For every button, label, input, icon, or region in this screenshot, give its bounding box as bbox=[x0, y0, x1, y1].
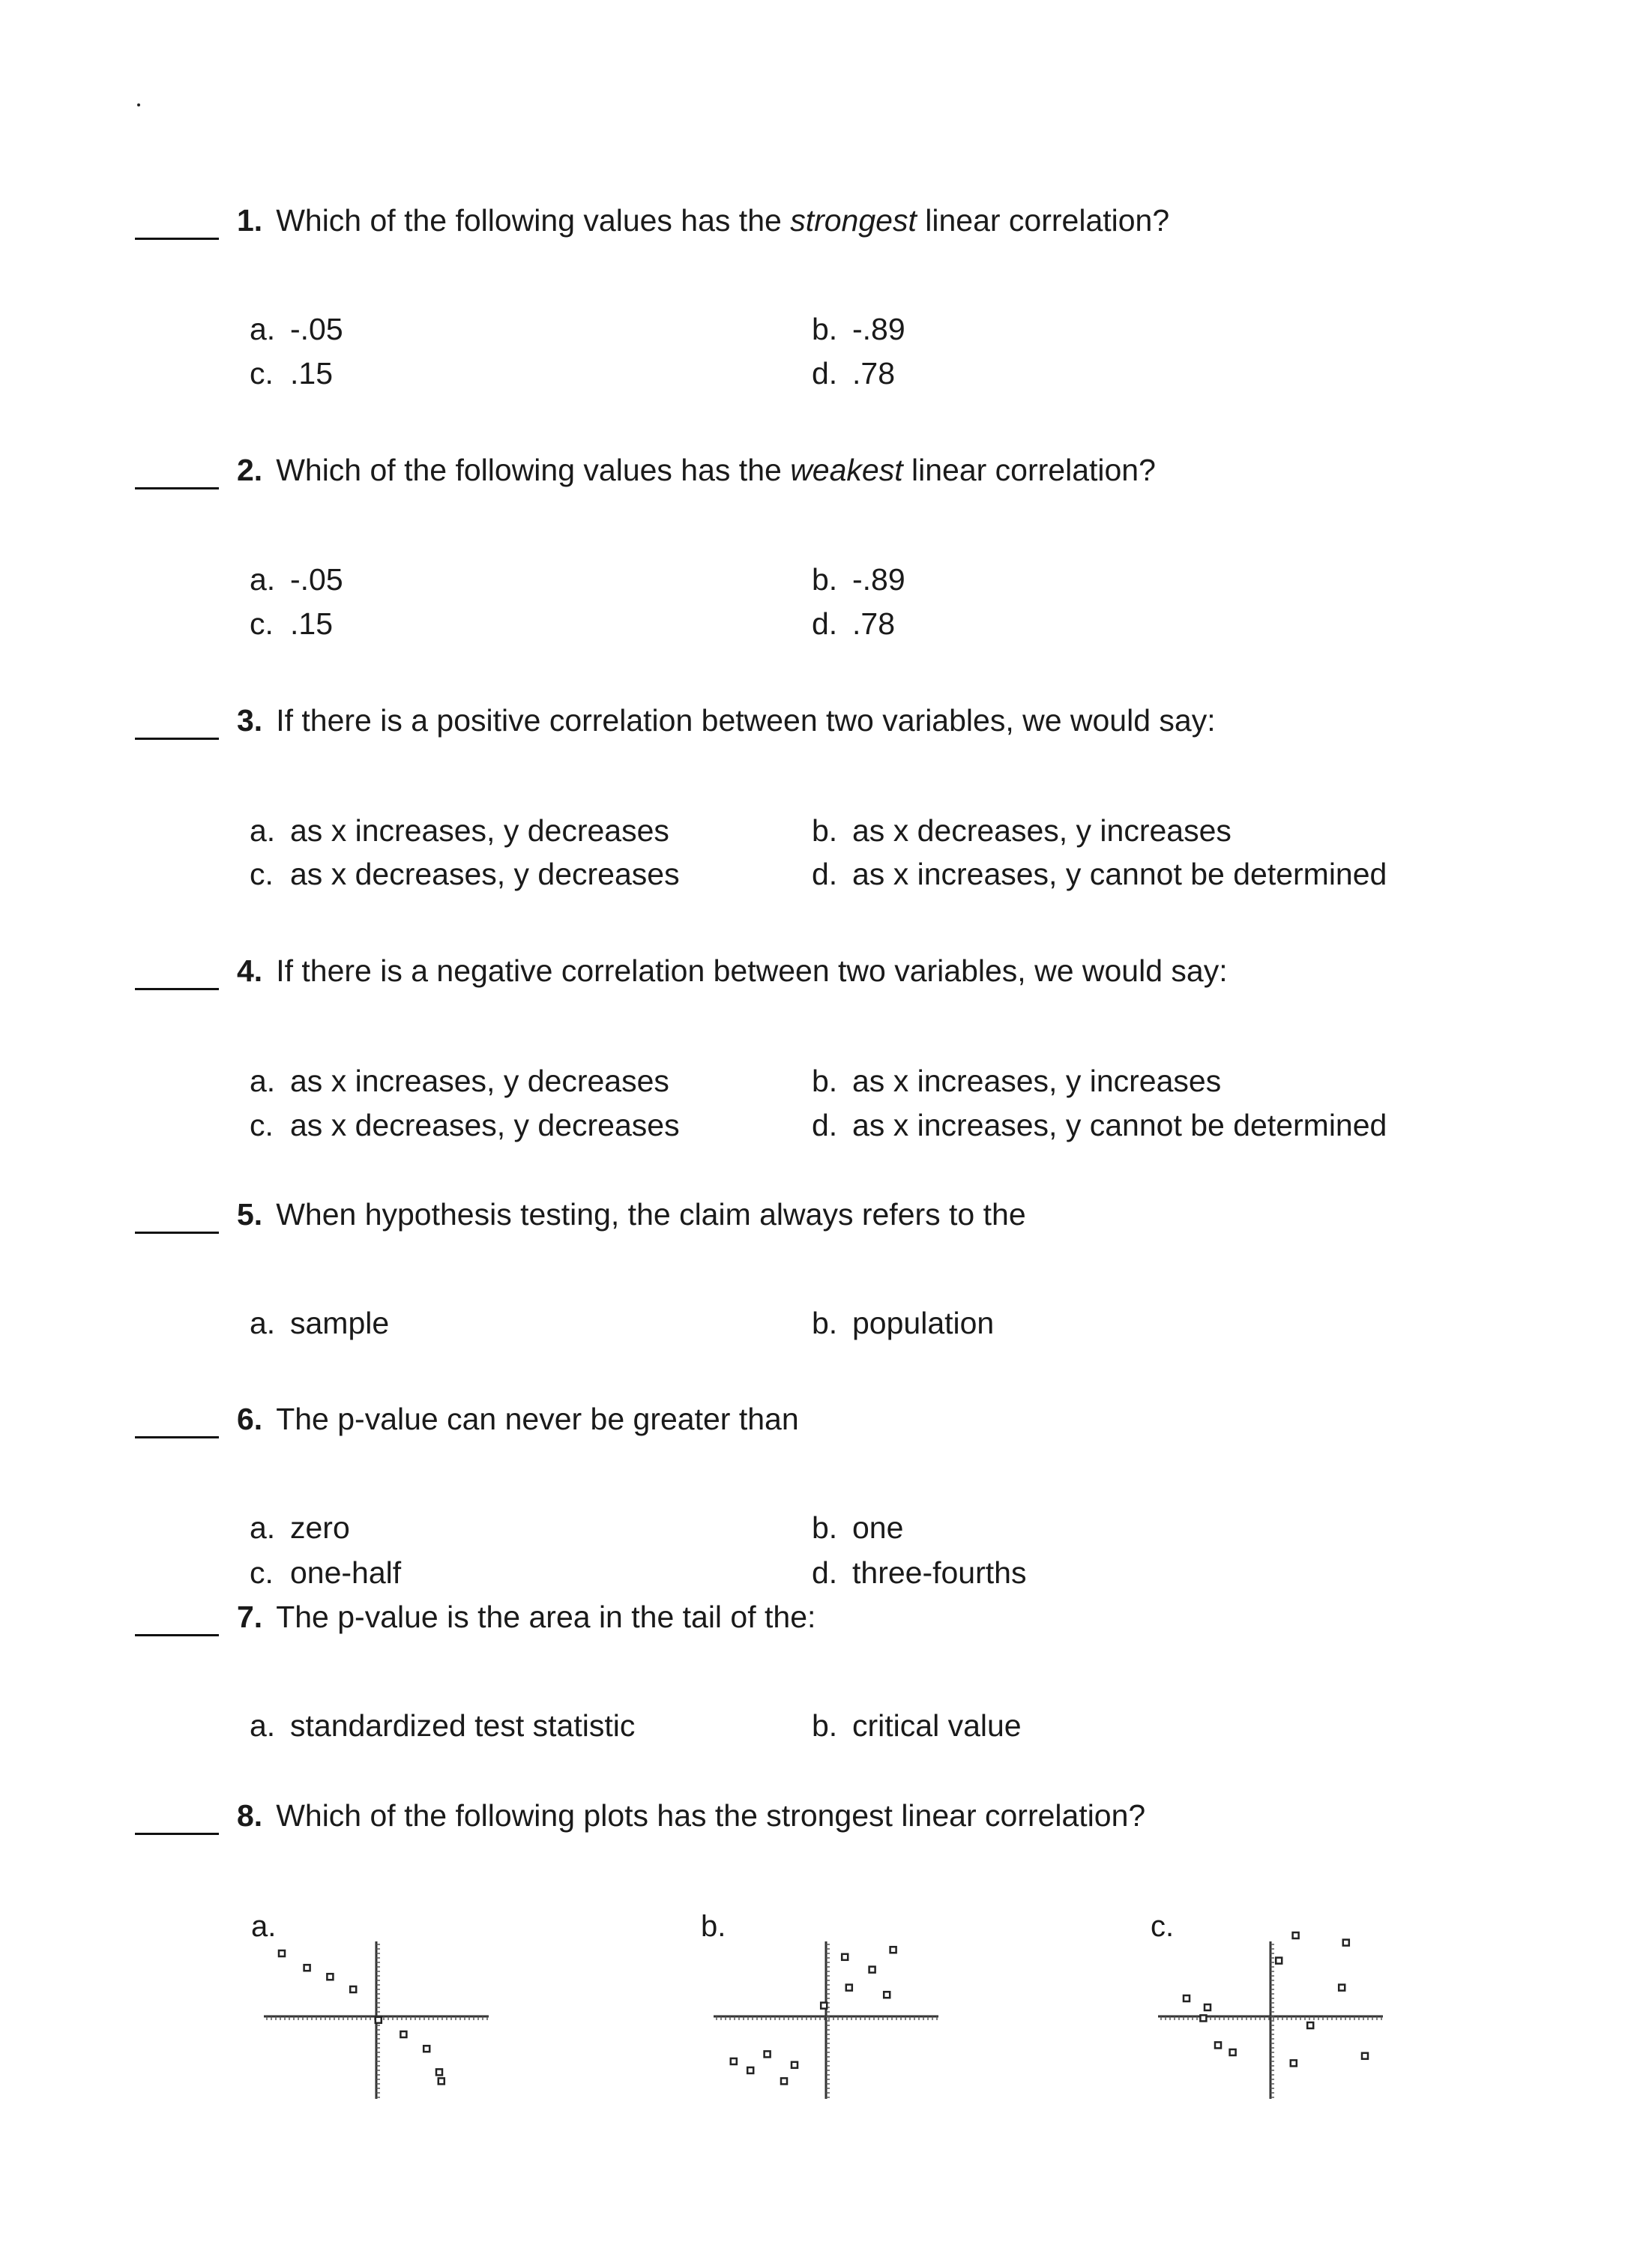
data-point bbox=[731, 2058, 737, 2064]
data-point bbox=[781, 2078, 787, 2084]
option-a: a. standardized test statistic bbox=[250, 1708, 636, 1743]
option-b: b. -.89 bbox=[812, 562, 905, 597]
data-point bbox=[747, 2067, 753, 2073]
data-point bbox=[1307, 2022, 1313, 2028]
data-point bbox=[884, 1992, 890, 1998]
data-point bbox=[1215, 2042, 1221, 2048]
answer-blank[interactable] bbox=[135, 1436, 219, 1438]
answer-blank[interactable] bbox=[135, 738, 219, 740]
option-c: c. as x decreases, y decreases bbox=[250, 857, 680, 891]
scatter-plot-a bbox=[264, 1941, 489, 2099]
question-text: 7. The p-value is the area in the tail of the: bbox=[237, 1600, 816, 1634]
question-text: 2. Which of the following values has the weakest linear correlation? bbox=[237, 453, 1156, 487]
question-number: 7. bbox=[237, 1600, 263, 1634]
data-point bbox=[423, 2046, 429, 2052]
question-text: 3. If there is a positive correlation between two variables, we would say: bbox=[237, 703, 1216, 738]
plot-a-label: a. bbox=[251, 1910, 277, 1943]
question-number: 3. bbox=[237, 703, 263, 738]
data-point bbox=[376, 2017, 382, 2023]
option-a: a. -.05 bbox=[250, 312, 343, 346]
data-point bbox=[821, 2003, 827, 2009]
data-point bbox=[1291, 2060, 1297, 2066]
answer-blank[interactable] bbox=[135, 238, 219, 240]
option-d: d. three-fourths bbox=[812, 1555, 1027, 1590]
data-point bbox=[436, 2069, 442, 2075]
option-b: b. one bbox=[812, 1510, 904, 1545]
option-a: a. sample bbox=[250, 1306, 390, 1340]
plot-b-label: b. bbox=[701, 1910, 726, 1943]
option-c: c. .15 bbox=[250, 356, 333, 391]
option-c: c. as x decreases, y decreases bbox=[250, 1108, 680, 1142]
answer-blank[interactable] bbox=[135, 1833, 219, 1835]
plot-c-label: c. bbox=[1151, 1910, 1175, 1943]
data-point bbox=[304, 1965, 310, 1971]
option-b: b. critical value bbox=[812, 1708, 1022, 1743]
question-text: 4. If there is a negative correlation between two variables, we would say: bbox=[237, 953, 1228, 988]
option-c: c. .15 bbox=[250, 606, 333, 641]
emphasis: strongest bbox=[790, 203, 917, 238]
data-point bbox=[400, 2031, 406, 2037]
question-text: 1. Which of the following values has the strongest linear correlation? bbox=[237, 203, 1170, 238]
data-point bbox=[279, 1950, 285, 1956]
data-point bbox=[350, 1986, 356, 1992]
scatter-plot-b bbox=[714, 1941, 938, 2099]
data-point bbox=[1339, 1985, 1345, 1991]
question-number: 6. bbox=[237, 1402, 263, 1436]
option-d: d. as x increases, y cannot be determined bbox=[812, 857, 1387, 891]
data-point bbox=[1230, 2049, 1236, 2055]
scatter-plot-c bbox=[1158, 1941, 1383, 2099]
option-a: a. -.05 bbox=[250, 562, 343, 597]
data-point bbox=[792, 2062, 798, 2068]
data-point bbox=[846, 1985, 852, 1991]
option-b: b. as x increases, y increases bbox=[812, 1064, 1222, 1098]
question-number: 1. bbox=[237, 203, 263, 238]
answer-blank[interactable] bbox=[135, 988, 219, 990]
data-point bbox=[869, 1967, 875, 1973]
question-text: 6. The p-value can never be greater than bbox=[237, 1402, 799, 1436]
option-c: c. one-half bbox=[250, 1555, 402, 1590]
data-point bbox=[1205, 2004, 1211, 2010]
data-point bbox=[1184, 1995, 1190, 2001]
data-point bbox=[1293, 1932, 1299, 1938]
option-d: d. .78 bbox=[812, 356, 895, 391]
data-point bbox=[1343, 1940, 1349, 1946]
option-d: d. .78 bbox=[812, 606, 895, 641]
question-number: 4. bbox=[237, 953, 263, 988]
option-b: b. -.89 bbox=[812, 312, 905, 346]
question-text: 5. When hypothesis testing, the claim always refers to the bbox=[237, 1197, 1026, 1232]
option-b: b. population bbox=[812, 1306, 995, 1340]
question-number: 8. bbox=[237, 1798, 263, 1833]
data-point bbox=[890, 1947, 896, 1953]
option-a: a. as x increases, y decreases bbox=[250, 1064, 669, 1098]
emphasis: weakest bbox=[790, 453, 903, 487]
data-point bbox=[1362, 2053, 1368, 2059]
option-a: a. as x increases, y decreases bbox=[250, 813, 669, 848]
option-b: b. as x decreases, y increases bbox=[812, 813, 1232, 848]
question-number: 5. bbox=[237, 1197, 263, 1232]
data-point bbox=[1200, 2015, 1206, 2021]
data-point bbox=[438, 2078, 444, 2084]
option-a: a. zero bbox=[250, 1510, 350, 1545]
answer-blank[interactable] bbox=[135, 487, 219, 489]
answer-blank[interactable] bbox=[135, 1232, 219, 1234]
data-point bbox=[1276, 1958, 1282, 1964]
answer-blank[interactable] bbox=[135, 1634, 219, 1636]
question-text: 8. Which of the following plots has the strongest linear correlation? bbox=[237, 1798, 1146, 1833]
data-point bbox=[842, 1954, 848, 1960]
data-point bbox=[327, 1974, 333, 1980]
question-number: 2. bbox=[237, 453, 263, 487]
option-d: d. as x increases, y cannot be determined bbox=[812, 1108, 1387, 1142]
data-point bbox=[765, 2051, 771, 2057]
stray-dot bbox=[137, 103, 140, 106]
